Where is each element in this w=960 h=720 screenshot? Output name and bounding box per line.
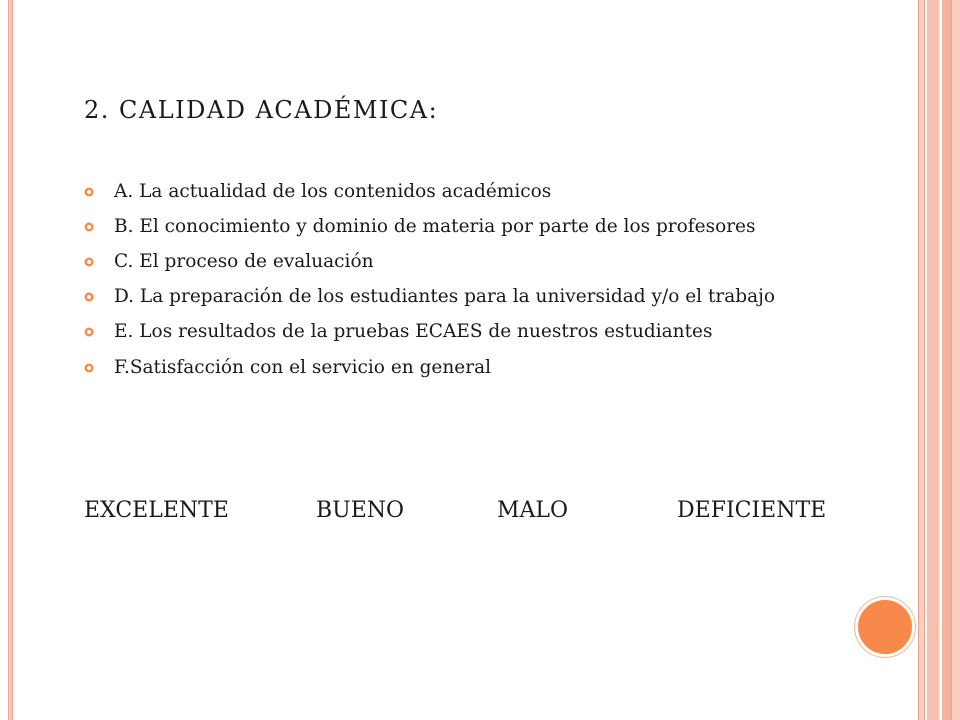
bullet-icon	[84, 327, 94, 337]
criteria-list	[84, 180, 850, 391]
list-item	[84, 180, 850, 203]
right-stripe-decoration	[918, 0, 960, 720]
rating-excelente: EXCELENTE	[84, 498, 229, 523]
list-item-text: A. La actualidad de los contenidos académicos	[114, 181, 552, 202]
bullet-icon	[84, 292, 94, 302]
list-item-text: F.Satisfacción con el servicio en general	[114, 357, 492, 378]
list-item	[84, 285, 850, 308]
list-item	[84, 215, 850, 238]
list-item	[84, 320, 850, 343]
left-border-decoration	[8, 0, 13, 720]
list-item-text: C. El proceso de evaluación	[114, 251, 374, 272]
rating-malo: MALO	[497, 498, 569, 523]
bullet-icon	[84, 363, 94, 373]
list-item	[84, 250, 850, 273]
rating-scale	[84, 498, 844, 528]
slide-title: 2. CALIDAD ACADÉMICA:	[84, 96, 439, 124]
bullet-icon	[84, 187, 94, 197]
bullet-icon	[84, 222, 94, 232]
orange-circle-decoration	[855, 597, 915, 657]
rating-deficiente: DEFICIENTE	[677, 498, 827, 523]
list-item-text: E. Los resultados de la pruebas ECAES de nuestros estudiantes	[114, 321, 713, 342]
list-item-text: B. El conocimiento y dominio de materia por parte de los profesores	[114, 216, 756, 237]
rating-bueno: BUENO	[316, 498, 405, 523]
list-item	[84, 356, 850, 379]
list-item-text: D. La preparación de los estudiantes para la universidad y/o el trabajo	[114, 286, 776, 307]
bullet-icon	[84, 257, 94, 267]
